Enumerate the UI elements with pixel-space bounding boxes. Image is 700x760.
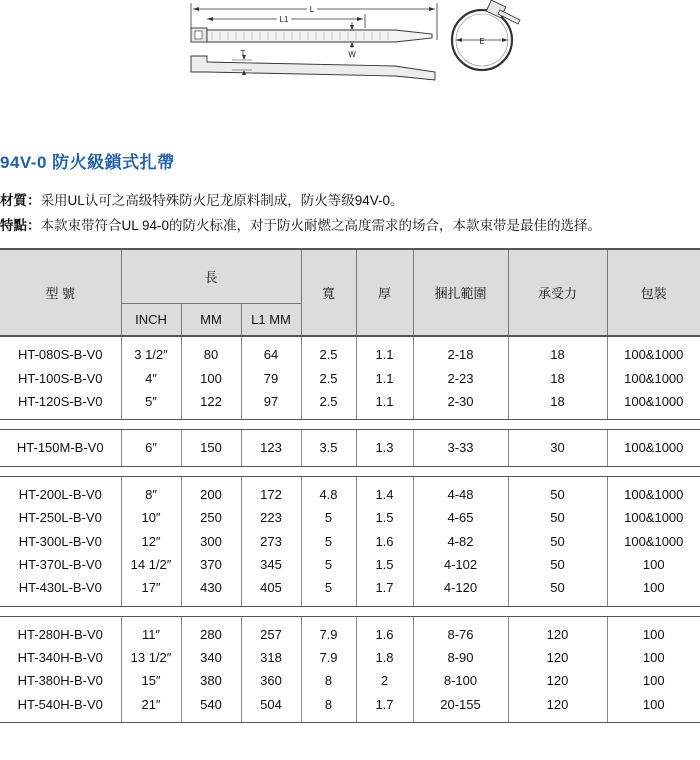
header-inch: INCH (121, 304, 181, 337)
cell-thickness: 1.6 (356, 616, 413, 646)
cell-l1-mm: 273 (241, 529, 301, 552)
cell-l1-mm: 223 (241, 506, 301, 529)
cell-package: 100 (607, 693, 700, 723)
cell-mm: 200 (181, 476, 241, 506)
cell-inch: 21″ (121, 693, 181, 723)
cell-model: HT-540H-B-V0 (0, 693, 121, 723)
cell-width: 8 (301, 693, 356, 723)
table-row (0, 430, 700, 466)
cell-thickness: 1.3 (356, 430, 413, 466)
material-label: 材質： (0, 193, 41, 208)
cell-mm: 540 (181, 693, 241, 723)
cell-inch: 5″ (121, 390, 181, 420)
cell-l1-mm: 64 (241, 336, 301, 366)
cell-range: 2-30 (413, 390, 508, 420)
cell-l1-mm: 79 (241, 366, 301, 389)
cell-width: 3.5 (301, 430, 356, 466)
group-separator-cell (0, 466, 700, 476)
cell-inch: 17″ (121, 576, 181, 606)
cell-mm: 380 (181, 669, 241, 692)
cell-inch: 12″ (121, 529, 181, 552)
table-row (0, 576, 700, 606)
cell-inch: 8″ (121, 476, 181, 506)
cell-strength: 18 (508, 366, 607, 389)
table-row (0, 693, 700, 723)
cell-width: 8 (301, 669, 356, 692)
cell-package: 100&1000 (607, 529, 700, 552)
header-width: 寬 (301, 249, 356, 336)
cell-range: 4-120 (413, 576, 508, 606)
cable-tie-dimension-diagram (0, 0, 700, 100)
cell-model: HT-340H-B-V0 (0, 646, 121, 669)
table-row (0, 616, 700, 646)
table-row (0, 390, 700, 420)
cell-width: 5 (301, 506, 356, 529)
cell-range: 4-65 (413, 506, 508, 529)
cell-package: 100&1000 (607, 506, 700, 529)
cell-range: 4-102 (413, 553, 508, 576)
label-E: E (479, 37, 485, 46)
cell-l1-mm: 123 (241, 430, 301, 466)
cell-l1-mm: 172 (241, 476, 301, 506)
cell-package: 100 (607, 646, 700, 669)
cell-range: 8-90 (413, 646, 508, 669)
table-row (0, 669, 700, 692)
cell-range: 20-155 (413, 693, 508, 723)
cell-package: 100&1000 (607, 336, 700, 366)
cell-thickness: 2 (356, 669, 413, 692)
feature-description (0, 214, 601, 234)
spec-table (0, 248, 700, 723)
cell-package: 100 (607, 616, 700, 646)
cell-l1-mm: 405 (241, 576, 301, 606)
header-model: 型 號 (0, 249, 121, 336)
header-thickness: 厚 (356, 249, 413, 336)
cell-width: 7.9 (301, 616, 356, 646)
table-row (0, 529, 700, 552)
cell-range: 3-33 (413, 430, 508, 466)
cell-mm: 122 (181, 390, 241, 420)
cell-package: 100&1000 (607, 430, 700, 466)
cell-strength: 18 (508, 390, 607, 420)
cell-width: 5 (301, 576, 356, 606)
cell-package: 100&1000 (607, 366, 700, 389)
cell-l1-mm: 318 (241, 646, 301, 669)
cell-package: 100 (607, 576, 700, 606)
header-package: 包裝 (607, 249, 700, 336)
cell-width: 5 (301, 529, 356, 552)
cell-width: 2.5 (301, 336, 356, 366)
table-row (0, 553, 700, 576)
cell-strength: 50 (508, 506, 607, 529)
cell-range: 8-100 (413, 669, 508, 692)
cell-range: 8-76 (413, 616, 508, 646)
header-l1mm: L1 MM (241, 304, 301, 337)
cell-thickness: 1.1 (356, 366, 413, 389)
group-separator (0, 466, 700, 476)
cell-range: 2-18 (413, 336, 508, 366)
table-row (0, 366, 700, 389)
feature-label: 特點： (0, 218, 41, 233)
cell-strength: 18 (508, 336, 607, 366)
cell-thickness: 1.7 (356, 576, 413, 606)
cell-strength: 120 (508, 693, 607, 723)
header-length: 長 (121, 249, 301, 304)
cell-l1-mm: 504 (241, 693, 301, 723)
cell-mm: 370 (181, 553, 241, 576)
cell-mm: 80 (181, 336, 241, 366)
label-L: L (309, 5, 315, 14)
cell-model: HT-150M-B-V0 (0, 430, 121, 466)
cell-mm: 250 (181, 506, 241, 529)
cell-width: 2.5 (301, 390, 356, 420)
header-range: 捆扎範圍 (413, 249, 508, 336)
cell-strength: 50 (508, 476, 607, 506)
table-row (0, 506, 700, 529)
cell-mm: 100 (181, 366, 241, 389)
cell-l1-mm: 97 (241, 390, 301, 420)
cell-inch: 15″ (121, 669, 181, 692)
cell-range: 4-82 (413, 529, 508, 552)
cell-strength: 50 (508, 553, 607, 576)
header-strength: 承受力 (508, 249, 607, 336)
group-separator (0, 606, 700, 616)
table-row (0, 476, 700, 506)
cell-strength: 50 (508, 529, 607, 552)
cell-thickness: 1.6 (356, 529, 413, 552)
cell-mm: 150 (181, 430, 241, 466)
cell-range: 2-23 (413, 366, 508, 389)
cell-package: 100&1000 (607, 390, 700, 420)
cell-range: 4-48 (413, 476, 508, 506)
cell-inch: 14 1/2″ (121, 553, 181, 576)
table-row (0, 336, 700, 366)
cell-thickness: 1.5 (356, 506, 413, 529)
cell-inch: 13 1/2″ (121, 646, 181, 669)
cell-model: HT-370L-B-V0 (0, 553, 121, 576)
cell-strength: 120 (508, 669, 607, 692)
cell-width: 4.8 (301, 476, 356, 506)
cell-model: HT-280H-B-V0 (0, 616, 121, 646)
cell-width: 2.5 (301, 366, 356, 389)
cell-package: 100&1000 (607, 476, 700, 506)
cell-model: HT-200L-B-V0 (0, 476, 121, 506)
material-description (0, 189, 404, 209)
label-W: W (348, 50, 356, 59)
cell-mm: 430 (181, 576, 241, 606)
table-row (0, 646, 700, 669)
cell-thickness: 1.1 (356, 390, 413, 420)
spec-table-body (0, 336, 700, 723)
cell-strength: 120 (508, 646, 607, 669)
cell-thickness: 1.4 (356, 476, 413, 506)
cell-inch: 6″ (121, 430, 181, 466)
cell-mm: 300 (181, 529, 241, 552)
cell-model: HT-120S-B-V0 (0, 390, 121, 420)
cell-width: 7.9 (301, 646, 356, 669)
cell-mm: 340 (181, 646, 241, 669)
material-text: 采用UL认可之高级特殊防火尼龙原料制成，防火等级94V-0。 (40, 193, 404, 208)
cell-inch: 4″ (121, 366, 181, 389)
cell-package: 100 (607, 553, 700, 576)
cell-model: HT-080S-B-V0 (0, 336, 121, 366)
cell-inch: 11″ (121, 616, 181, 646)
cell-model: HT-380H-B-V0 (0, 669, 121, 692)
cell-width: 5 (301, 553, 356, 576)
header-mm: MM (181, 304, 241, 337)
cell-package: 100 (607, 669, 700, 692)
group-separator-cell (0, 420, 700, 430)
cell-model: HT-100S-B-V0 (0, 366, 121, 389)
cell-thickness: 1.5 (356, 553, 413, 576)
page-title: 94V-0 防火級鎖式扎帶 (0, 153, 175, 172)
cell-thickness: 1.7 (356, 693, 413, 723)
cell-l1-mm: 360 (241, 669, 301, 692)
label-L1: L1 (279, 15, 289, 24)
cell-thickness: 1.8 (356, 646, 413, 669)
cell-inch: 3 1/2″ (121, 336, 181, 366)
cell-model: HT-430L-B-V0 (0, 576, 121, 606)
cell-inch: 10″ (121, 506, 181, 529)
cell-model: HT-300L-B-V0 (0, 529, 121, 552)
feature-text: 本款束带符合UL 94-0的防火标准，对于防火耐燃之高度需求的场合，本款束带是最佳的选择。 (40, 218, 602, 233)
label-T: T (240, 49, 246, 58)
cell-l1-mm: 345 (241, 553, 301, 576)
group-separator (0, 420, 700, 430)
cell-strength: 120 (508, 616, 607, 646)
cell-l1-mm: 257 (241, 616, 301, 646)
cell-model: HT-250L-B-V0 (0, 506, 121, 529)
cell-strength: 30 (508, 430, 607, 466)
cell-strength: 50 (508, 576, 607, 606)
group-separator-cell (0, 606, 700, 616)
cell-thickness: 1.1 (356, 336, 413, 366)
cell-mm: 280 (181, 616, 241, 646)
